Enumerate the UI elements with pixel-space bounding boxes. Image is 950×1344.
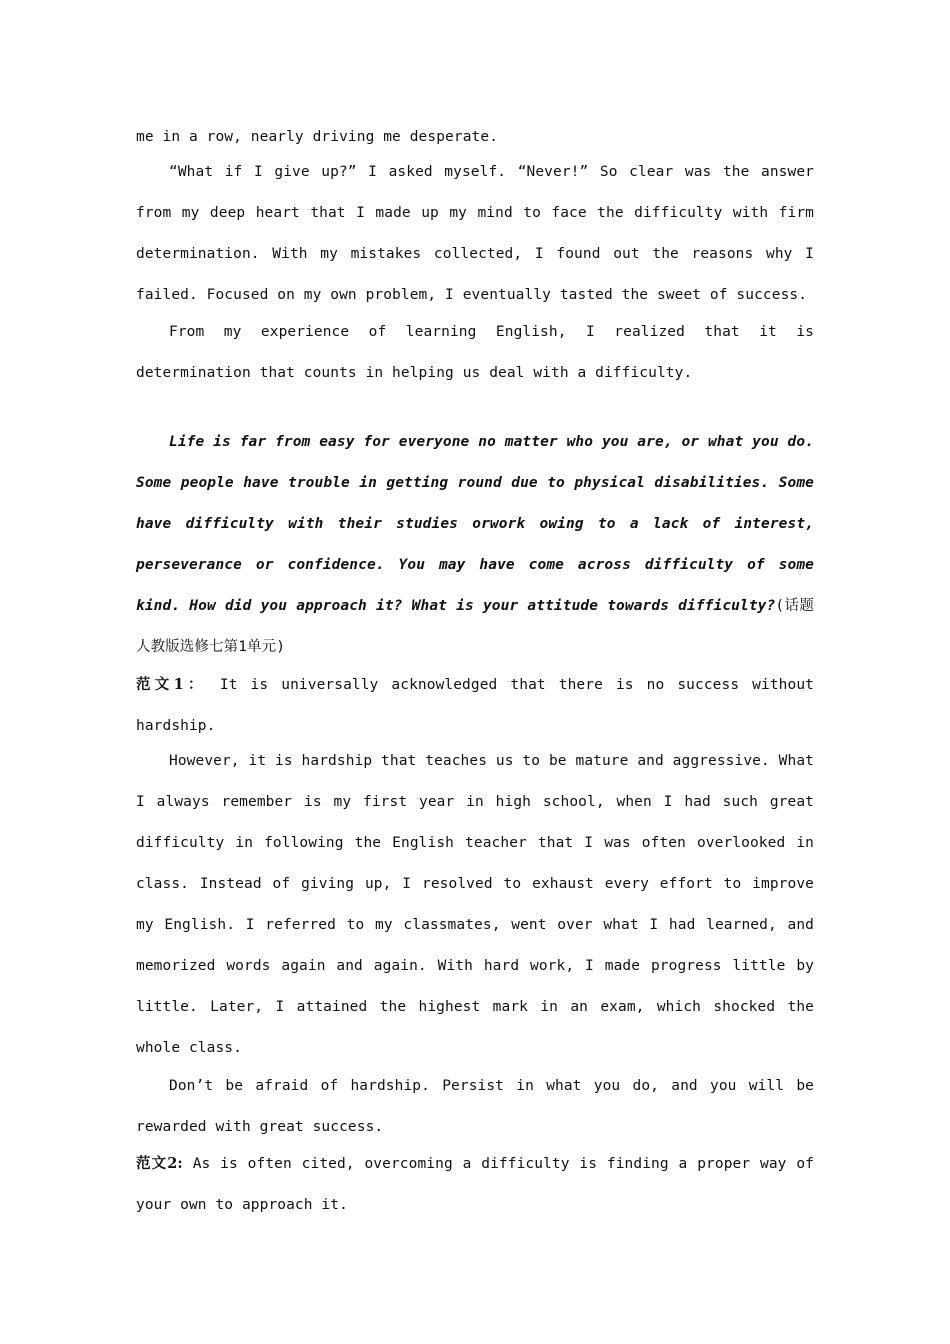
sample-essay-2-label: 范文2:	[136, 1155, 183, 1172]
writing-prompt	[136, 422, 814, 668]
sample-essay-2-intro	[136, 1143, 814, 1226]
sample-essay-1-intro	[136, 664, 814, 747]
sample-essay-1-first-sentence: It is universally acknowledged that there is no success without hardship.	[136, 677, 814, 734]
paragraph-continuation: me in a row, nearly driving me desperate.	[136, 129, 499, 145]
sample-essay-2-first-sentence: As is often cited, overcoming a difficulty is finding a proper way of your own to approach it.	[136, 1156, 814, 1213]
sample-essay-1-body: However, it is hardship that teaches us to be mature and aggressive. What I always remember is my first year in high school, when I had such great difficulty in following the English teacher that I was often overlooked in class. Instead of giving up, I resolved to exhaust every effort to improve my English. I referred to my classmates, went over what I had learned, and memorized words again and again. With hard work, I made progress little by little. Later, I attained the highest mark in an exam, which shocked the whole class.	[136, 753, 814, 1056]
writing-prompt-text: Life is far from easy for everyone no matter who you are, or what you do. Some people have trouble in getting round due to physical disabilities. Some have difficulty with their studies orwork owing to a lack of interest, perseverance or confidence. You may have come across difficulty of some kind. How did you approach it? What is your attitude towards difficulty?	[136, 434, 814, 614]
writing-prompt-source: (话题人教版选修七第1单元)	[136, 598, 814, 655]
paragraph-never-give-up: “What if I give up?” I asked myself. “Never!” So clear was the answer from my deep heart that I made up my mind to face the difficulty with firm determination. With my mistakes collected, I found out the reasons why I failed. Focused on my own problem, I eventually tasted the sweet of success.	[136, 164, 814, 303]
paragraph-conclusion: From my experience of learning English, I realized that it is determination that counts in helping us deal with a difficulty.	[136, 324, 814, 381]
sample-essay-1-ending: Don’t be afraid of hardship. Persist in what you do, and you will be rewarded with great success.	[136, 1078, 814, 1135]
sample-essay-1-label: 范文1：	[136, 676, 207, 693]
